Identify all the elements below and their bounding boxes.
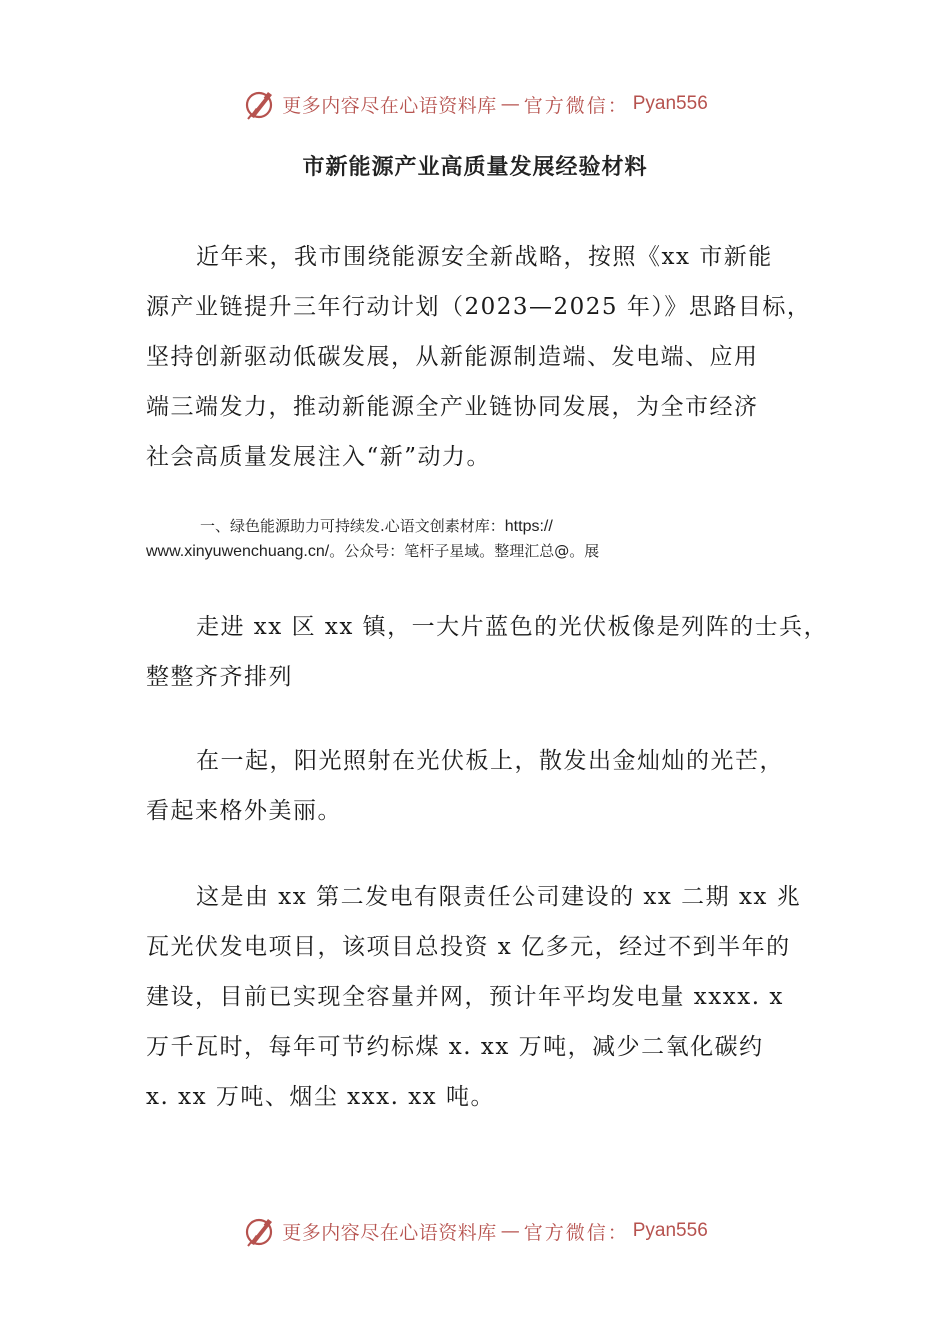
banner-separator: — bbox=[500, 93, 520, 115]
paragraph-line: 看起来格外美丽。 bbox=[146, 798, 342, 824]
paragraph-line: 万千瓦时，每年可节约标煤 x. xx 万吨，减少二氧化碳约 bbox=[146, 1034, 764, 1060]
paragraph-line: 坚持创新驱动低碳发展，从新能源制造端、发电端、应用 bbox=[146, 344, 759, 370]
banner-wechat-id: Pyan556 bbox=[632, 93, 708, 114]
banner-separator: — bbox=[500, 1220, 520, 1242]
banner-text: 更多内容尽在心语资料库 bbox=[282, 1221, 497, 1244]
paragraph-line: 社会高质量发展注入“新”动力。 bbox=[146, 444, 492, 470]
paragraph-3 bbox=[146, 736, 816, 836]
source-url-part2: www.xinyuwenchuang.cn/ bbox=[146, 543, 330, 560]
section-heading-text: 一、绿色能源助力可持续发.心语文创素材库： bbox=[200, 517, 505, 535]
paragraph-line: 建设，目前已实现全容量并网，预计年平均发电量 xxxx. x bbox=[146, 984, 784, 1010]
paragraph-4 bbox=[146, 872, 816, 1122]
paragraph-line: 这是由 xx 第二发电有限责任公司建设的 xx 二期 xx 兆 bbox=[196, 884, 802, 910]
paragraph-2 bbox=[146, 602, 829, 702]
quill-logo-icon bbox=[242, 86, 278, 122]
header-banner bbox=[0, 84, 950, 124]
paragraph-line: 瓦光伏发电项目，该项目总投资 x 亿多元，经过不到半年的 bbox=[146, 934, 791, 960]
paragraph-line: 在一起，阳光照射在光伏板上，散发出金灿灿的光芒， bbox=[196, 748, 784, 774]
section-heading-1 bbox=[146, 514, 806, 564]
banner-text: 更多内容尽在心语资料库 bbox=[282, 94, 497, 117]
footer-banner bbox=[0, 1211, 950, 1251]
source-url-part1: https:// bbox=[504, 518, 553, 535]
paragraph-line: 整整齐齐排列 bbox=[146, 664, 293, 690]
quill-logo-icon bbox=[242, 1213, 278, 1249]
banner-wechat-label: 官方微信： bbox=[523, 1221, 629, 1244]
paragraph-line: 走进 xx 区 xx 镇，一大片蓝色的光伏板像是列阵的士兵， bbox=[196, 614, 829, 640]
paragraph-line: 端三端发力，推动新能源全产业链协同发展，为全市经济 bbox=[146, 394, 759, 420]
banner-wechat-id: Pyan556 bbox=[632, 1220, 708, 1241]
document-title: 市新能源产业高质量发展经验材料 bbox=[302, 155, 648, 180]
banner-wechat-label: 官方微信： bbox=[523, 94, 629, 117]
section-heading-suffix: 。公众号：笔杆子星域。整理汇总@。展 bbox=[329, 542, 600, 560]
paragraph-line: x. xx 万吨、烟尘 xxx. xx 吨。 bbox=[146, 1084, 495, 1110]
paragraph-line: 源产业链提升三年行动计划（2023—2025 年）》思路目标， bbox=[146, 294, 812, 320]
paragraph-intro bbox=[146, 232, 816, 482]
paragraph-line: 近年来，我市围绕能源安全新战略，按照《xx 市新能 bbox=[196, 244, 773, 270]
